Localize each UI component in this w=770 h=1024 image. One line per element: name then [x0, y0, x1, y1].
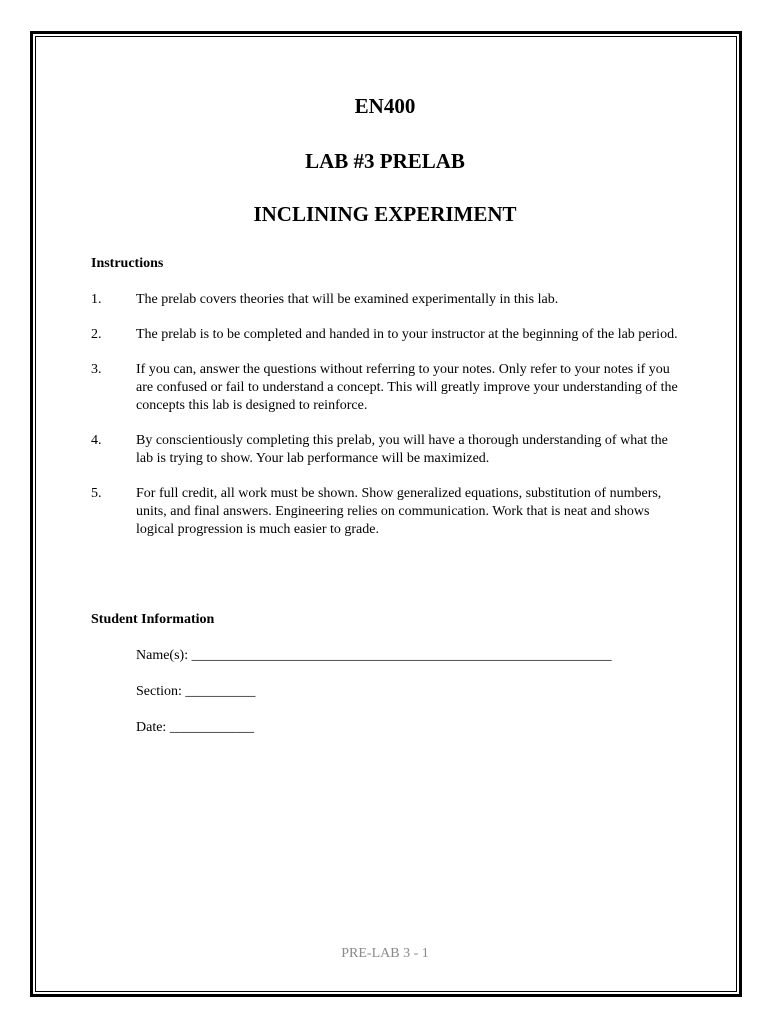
lab-title: LAB #3 PRELAB — [305, 149, 465, 173]
instruction-item — [91, 291, 681, 309]
instruction-text: If you can, answer the questions without referring to your notes. Only refer to your notes if you are confused or fail to understand a concept. This will greatly improve your understanding of the concepts this lab is designed to reinforce. — [136, 362, 678, 413]
instruction-text: The prelab covers theories that will be examined experimentally in this lab. — [136, 292, 559, 307]
instructions-heading: Instructions — [91, 256, 164, 271]
date-field[interactable]: Date: ____________ — [136, 720, 254, 735]
page-footer: PRE-LAB 3 - 1 — [341, 946, 429, 961]
course-code: EN400 — [354, 94, 416, 118]
instruction-item — [91, 485, 681, 539]
instruction-item — [91, 326, 681, 344]
instruction-number: 5. — [91, 486, 102, 501]
instructions-list — [91, 291, 681, 556]
instruction-number: 4. — [91, 433, 102, 448]
instruction-text: For full credit, all work must be shown. Show generalized equations, substitution of numbers, units, and final answers. Engineering relies on communication. Work that is neat and shows logical progression is much easier to grade. — [136, 486, 662, 537]
instruction-text: The prelab is to be completed and handed in to your instructor at the beginning of the lab period. — [136, 327, 678, 342]
section-field[interactable]: Section: __________ — [136, 684, 256, 699]
instruction-number: 1. — [91, 292, 102, 307]
instruction-text: By conscientiously completing this prelab, you will have a thorough understanding of what the lab is trying to show. Your lab performance will be maximized. — [136, 433, 668, 466]
instruction-number: 3. — [91, 362, 102, 377]
instruction-item — [91, 361, 681, 415]
student-information-heading: Student Information — [91, 612, 215, 627]
experiment-title: INCLINING EXPERIMENT — [253, 202, 517, 226]
instruction-number: 2. — [91, 327, 102, 342]
name-field[interactable]: Name(s): ____________________________________________________________ — [136, 648, 612, 663]
instruction-item — [91, 432, 681, 468]
